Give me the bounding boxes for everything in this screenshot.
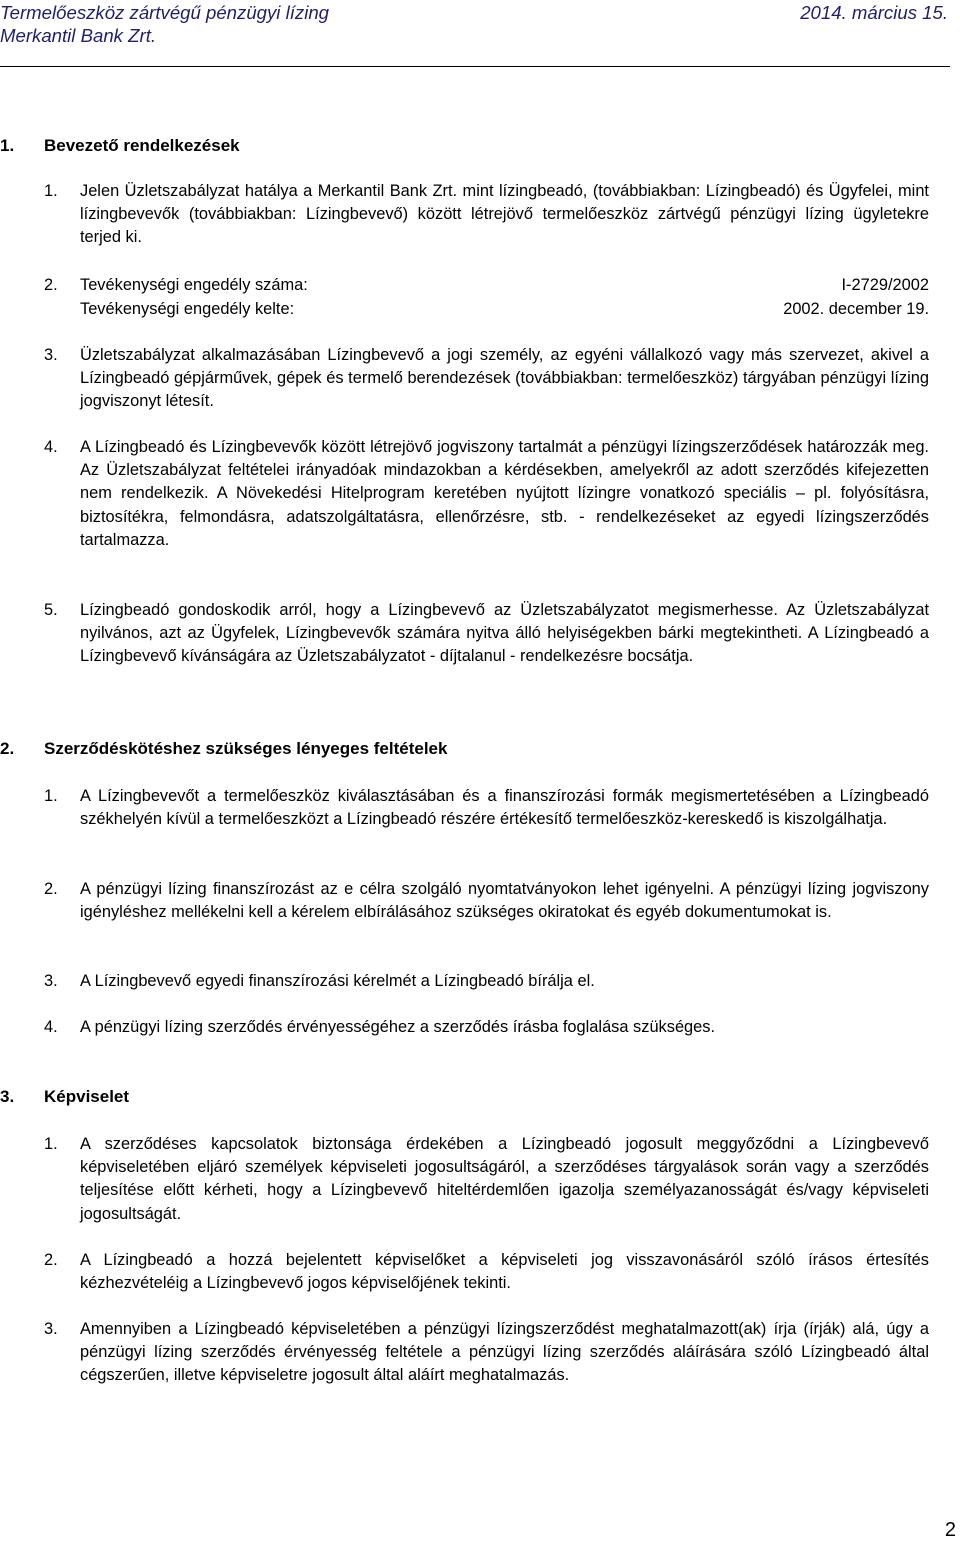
list-item: [44, 970, 929, 993]
item-number: 1.: [44, 787, 58, 805]
item-number: 4.: [44, 438, 58, 456]
item-text: A Lízingbevevőt a termelőeszköz kiválasztásában és a finanszírozási formák megismertetésében a Lízingbeadó székhelyén kívül a termelőeszközt a Lízingbeadó részére értékesítő termelőeszköz-kereskedő is kiszolgálhatja.: [80, 787, 929, 829]
license-date-value: 2002. december 19.: [783, 300, 929, 318]
item-text: A Lízingbevevő egyedi finanszírozási kérelmét a Lízingbeadó bírálja el.: [80, 972, 595, 990]
section-title: Bevezető rendelkezések: [44, 136, 240, 155]
license-date-label: Tevékenységi engedély kelte:: [80, 300, 295, 318]
list-item: [44, 1016, 929, 1039]
item-text: A szerződéses kapcsolatok biztonsága érdekében a Lízingbeadó jogosult meggyőződni a Lízingbevevő képviseletében eljáró személyek képviseleti jogosultságáról, a szerződéses tárgyalások során vagy a szerződés teljesítése előtt kérheti, hogy a Lízingbevevő hiteltérdemlően igazolja személyazanosságát és/vagy képviseleti jogosultságát.: [80, 1135, 929, 1223]
list-item: [44, 1318, 929, 1388]
section-title: Képviselet: [44, 1087, 130, 1106]
list-item: [44, 344, 929, 414]
license-number-row: [80, 274, 929, 297]
item-text: A Lízingbeadó a hozzá bejelentett képviselőket a képviseleti jog visszavonásáról szóló írásos értesítés kézhezvételéig a Lízingbevevő jogos képviselőjének tekinti.: [80, 1251, 929, 1293]
item-number: 3.: [44, 346, 58, 364]
item-text: Lízingbeadó gondoskodik arról, hogy a Lízingbevevő az Üzletszabályzatot megismerhesse. Az Üzletszabályzat nyilvános, azt az Ügyfelek, Lízingbevevők számára nyitva álló helyiségekben bárki megtekintheti. A Lízingbeadó a Lízingbevevő kívánságára az Üzletszabályzatot - díjtalanul - rendelkezésre bocsátja.: [80, 601, 929, 666]
item-text: A Lízingbeadó és Lízingbevevők között létrejövő jogviszony tartalmát a pénzügyi lízingszerződések határozzák meg. Az Üzletszabályzat feltételei irányadóak mindazokban a kérdésekben, amelyekről az adott szerződés kifejezetten nem rendelkezik. A Növekedési Hitelprogram keretében nyújtott lízingre vonatkozó speciális – pl. folyósításra, biztosítékra, felmondásra, adatszolgáltatásra, ellenőrzésre, stb. - rendelkezéseket az egyedi lízingszerződés tartalmazza.: [80, 438, 929, 549]
item-number: 3.: [44, 1320, 58, 1338]
section-title: Szerződéskötéshez szükséges lényeges feltételek: [44, 739, 448, 758]
license-date-row: [80, 298, 929, 321]
list-item: [44, 1249, 929, 1295]
list-item: [44, 1133, 929, 1226]
item-number: 5.: [44, 601, 58, 619]
item-text: Üzletszabályzat alkalmazásában Lízingbevevő a jogi személy, az egyéni vállalkozó vagy más szervezet, akivel a Lízingbeadó gépjárművek, gépek és termelő berendezések (továbbiakban: termelőeszköz) tárgyában pénzügyi lízing jogviszonyt létesít.: [80, 346, 929, 411]
section-number: 3.: [0, 1087, 15, 1106]
page-number: 2: [944, 1519, 956, 1541]
item-text: A pénzügyi lízing finanszírozást az e célra szolgáló nyomtatványokon lehet igényelni. A pénzügyi lízing jogviszony igényléshez mellékelni kell a kérelem elbírálásához szükséges okiratokat és egyéb dokumentumokat is.: [80, 880, 929, 922]
section-number: 2.: [0, 739, 15, 758]
document-date: 2014. március 15.: [800, 2, 948, 23]
license-number-value: I-2729/2002: [841, 276, 929, 294]
company-name: Merkantil Bank Zrt.: [0, 25, 157, 46]
list-item: [44, 180, 929, 250]
item-number: 1.: [44, 1135, 58, 1153]
list-item: [44, 878, 929, 924]
list-item: [44, 599, 929, 669]
item-number: 2.: [44, 1251, 58, 1269]
item-number: 2.: [44, 276, 58, 294]
item-number: 3.: [44, 972, 58, 990]
list-item: [44, 785, 929, 831]
item-number: 1.: [44, 182, 58, 200]
list-item: [44, 436, 929, 552]
item-number: 2.: [44, 880, 58, 898]
item-number: 4.: [44, 1018, 58, 1036]
item-text: Jelen Üzletszabályzat hatálya a Merkantil Bank Zrt. mint lízingbeadó, (továbbiakban: Lízingbeadó) és Ügyfelei, mint lízingbevevők (továbbiakban: Lízingbevevő) között létrejövő termelőeszköz zártvégű pénzügyi lízing ügyletekre terjed ki.: [80, 182, 929, 247]
license-number-label: Tevékenységi engedély száma:: [80, 276, 308, 294]
page-header: [0, 0, 950, 67]
document-title: Termelőeszköz zártvégű pénzügyi lízing: [0, 2, 330, 23]
item-text: Amennyiben a Lízingbeadó képviseletében a pénzügyi lízingszerződést meghatalmazott(ak) írja (írják) alá, úgy a pénzügyi lízing szerződés érvényesség feltétele a pénzügyi lízing szerződés aláírására szóló Lízingbeadó által cégszerűen, illetve képviseletre jogosult által aláírt meghatalmazás.: [80, 1320, 929, 1385]
section-number: 1.: [0, 136, 15, 155]
item-text: A pénzügyi lízing szerződés érvényességéhez a szerződés írásba foglalása szükséges.: [80, 1018, 716, 1036]
